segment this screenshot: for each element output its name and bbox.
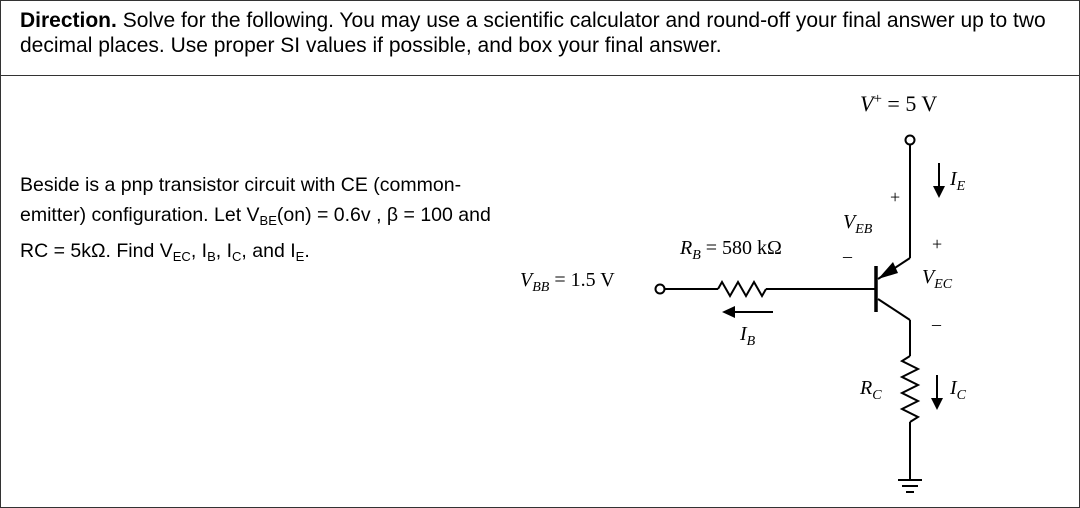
problem-text-2: (on) = 0.6v , β = 100 and RC = 5kΩ. Find V [20,204,491,262]
sub-b: B [207,249,216,264]
direction-body: Solve for the following. You may use a scientific calculator and round-off your final answer up to two decimal places. Use proper SI values if possible, and box your final answer. [20,9,1046,57]
problem-text-4: , I [215,240,233,262]
sub-c: C [232,249,242,264]
direction-label: Direction. [20,9,117,32]
veb-minus: – [843,246,852,266]
ic-label: $I_C$ [950,377,967,403]
vec-minus: – [932,314,941,334]
ib-arrowhead [722,306,735,318]
sub-ec: EC [172,249,191,264]
rb-resistor [718,282,766,296]
veb-plus: + [890,187,901,207]
ie-arrowhead [933,186,945,198]
ie-label: $I_E$ [950,168,966,194]
vbb-terminal [656,285,665,294]
sub-e: E [295,249,305,264]
problem-text-5: , and I [241,240,296,262]
vec-label: $V_{EC}$ [922,266,953,292]
rb-label: $R_B = 580$ kΩ [680,237,782,263]
veb-label: $V_{EB}$ [843,211,873,237]
sub-be: BE [259,213,277,228]
collector-lead [878,299,910,320]
emitter-arrowhead [878,262,898,279]
ib-label: $I_B$ [740,323,756,349]
vbb-label: $V_{BB} = 1.5$ V [520,269,615,295]
supply-label: V+ = 5 V [860,91,938,116]
problem-text-3: , I [190,240,208,262]
supply-terminal [906,136,915,145]
rc-resistor [902,356,918,422]
problem-text-1: Beside is a pnp transistor circuit with CE (common-emitter) configuration. Let V [20,174,462,226]
problem-text-6: . [304,240,310,262]
ic-arrowhead [931,398,943,410]
rc-label: $R_C$ [860,377,882,403]
vec-plus: + [932,234,943,254]
